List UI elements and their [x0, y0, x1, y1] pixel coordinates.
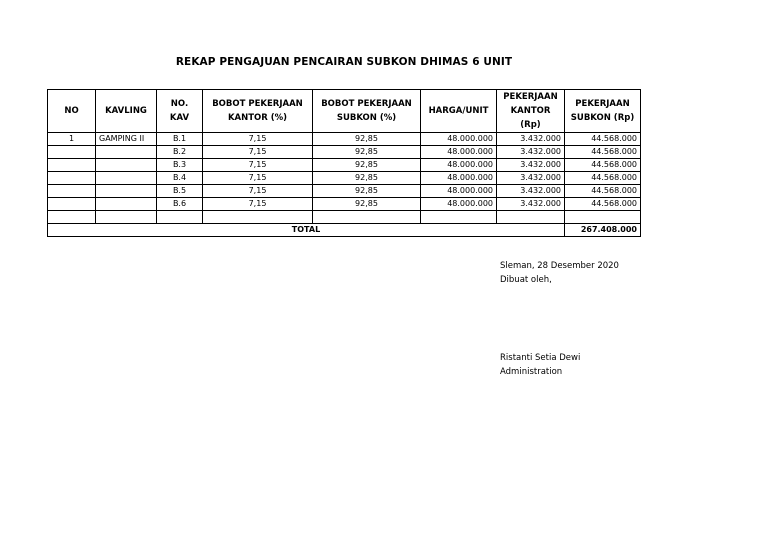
cell-pekerjaan-kantor: 3.432.000 [497, 146, 565, 159]
cell-no-kav: B.4 [157, 172, 203, 185]
cell-pekerjaan-kantor: 3.432.000 [497, 159, 565, 172]
header-kavling: KAVLING [96, 90, 157, 133]
cell-pekerjaan-kantor: 3.432.000 [497, 133, 565, 146]
cell-pekerjaan-subkon: 44.568.000 [565, 198, 641, 211]
table-row [48, 172, 641, 185]
cell-no-kav: B.6 [157, 198, 203, 211]
header-bobot-subkon-line2: SUBKON (%) [336, 113, 397, 123]
table-row [48, 185, 641, 198]
cell-bobot-subkon: 92,85 [313, 159, 421, 172]
spacer-cell [421, 211, 497, 224]
table-row [48, 146, 641, 159]
cell-bobot-subkon: 92,85 [313, 198, 421, 211]
cell-no [48, 185, 96, 198]
cell-bobot-kantor: 7,15 [203, 146, 313, 159]
table-row [48, 198, 641, 211]
cell-pekerjaan-subkon: 44.568.000 [565, 172, 641, 185]
cell-no-kav: B.3 [157, 159, 203, 172]
cell-no-kav: B.5 [157, 185, 203, 198]
cell-pekerjaan-subkon: 44.568.000 [565, 185, 641, 198]
cell-no-kav: B.1 [157, 133, 203, 146]
cell-kavling [96, 185, 157, 198]
cell-harga: 48.000.000 [421, 185, 497, 198]
header-bobot-kantor [203, 90, 313, 133]
header-pek-kantor-line1: PEKERJAAN [503, 92, 558, 102]
signature-made-by: Dibuat oleh, [500, 275, 552, 285]
table-spacer-row [48, 211, 641, 224]
spacer-cell [313, 211, 421, 224]
cell-bobot-subkon: 92,85 [313, 133, 421, 146]
cell-no: 1 [48, 133, 96, 146]
signature-role: Administration [500, 367, 563, 377]
cell-pekerjaan-subkon: 44.568.000 [565, 133, 641, 146]
cell-harga: 48.000.000 [421, 198, 497, 211]
header-bobot-subkon-line1: BOBOT PEKERJAAN [321, 99, 412, 109]
cell-kavling [96, 159, 157, 172]
header-no: NO [48, 90, 96, 133]
cell-bobot-kantor: 7,15 [203, 198, 313, 211]
cell-no-kav: B.2 [157, 146, 203, 159]
signature-name: Ristanti Setia Dewi [500, 353, 581, 363]
header-bobot-subkon [313, 90, 421, 133]
cell-kavling [96, 172, 157, 185]
total-row [48, 224, 641, 237]
cell-pekerjaan-kantor: 3.432.000 [497, 185, 565, 198]
spacer-cell [157, 211, 203, 224]
header-bobot-kantor-line2: KANTOR (%) [227, 113, 288, 123]
table-row [48, 159, 641, 172]
table-header-row [48, 90, 641, 133]
spacer-cell [48, 211, 96, 224]
header-pek-kantor-line2: KANTOR (Rp) [510, 106, 551, 130]
cell-kavling: GAMPING II [96, 133, 157, 146]
cell-kavling [96, 146, 157, 159]
cell-no [48, 172, 96, 185]
cell-no [48, 159, 96, 172]
header-pek-subkon-line2: SUBKON (Rp) [570, 113, 635, 123]
cell-bobot-subkon: 92,85 [313, 185, 421, 198]
cell-kavling [96, 198, 157, 211]
spacer-cell [497, 211, 565, 224]
header-pekerjaan-subkon [565, 90, 641, 133]
table-body [48, 133, 641, 211]
header-no-kav: NO. KAV [157, 90, 203, 133]
header-pekerjaan-kantor [497, 90, 565, 133]
cell-bobot-kantor: 7,15 [203, 172, 313, 185]
total-value: 267.408.000 [565, 224, 641, 237]
spacer-cell [96, 211, 157, 224]
document-title: REKAP PENGAJUAN PENCAIRAN SUBKON DHIMAS 6 UNIT [175, 56, 513, 68]
signature-place-date: Sleman, 28 Desember 2020 [500, 261, 619, 271]
cell-bobot-kantor: 7,15 [203, 185, 313, 198]
cell-harga: 48.000.000 [421, 159, 497, 172]
cell-pekerjaan-kantor: 3.432.000 [497, 172, 565, 185]
cell-bobot-kantor: 7,15 [203, 133, 313, 146]
cell-pekerjaan-subkon: 44.568.000 [565, 146, 641, 159]
cell-harga: 48.000.000 [421, 133, 497, 146]
cell-pekerjaan-kantor: 3.432.000 [497, 198, 565, 211]
table-row [48, 133, 641, 146]
cell-bobot-kantor: 7,15 [203, 159, 313, 172]
cell-bobot-subkon: 92,85 [313, 172, 421, 185]
spacer-cell [203, 211, 313, 224]
rekap-table [47, 89, 641, 237]
cell-pekerjaan-subkon: 44.568.000 [565, 159, 641, 172]
cell-no [48, 146, 96, 159]
header-bobot-kantor-line1: BOBOT PEKERJAAN [212, 99, 303, 109]
total-label: TOTAL [48, 224, 565, 237]
cell-no [48, 198, 96, 211]
header-pek-subkon-line1: PEKERJAAN [575, 99, 630, 109]
cell-bobot-subkon: 92,85 [313, 146, 421, 159]
header-harga: HARGA/UNIT [421, 90, 497, 133]
cell-harga: 48.000.000 [421, 172, 497, 185]
cell-harga: 48.000.000 [421, 146, 497, 159]
spacer-cell [565, 211, 641, 224]
